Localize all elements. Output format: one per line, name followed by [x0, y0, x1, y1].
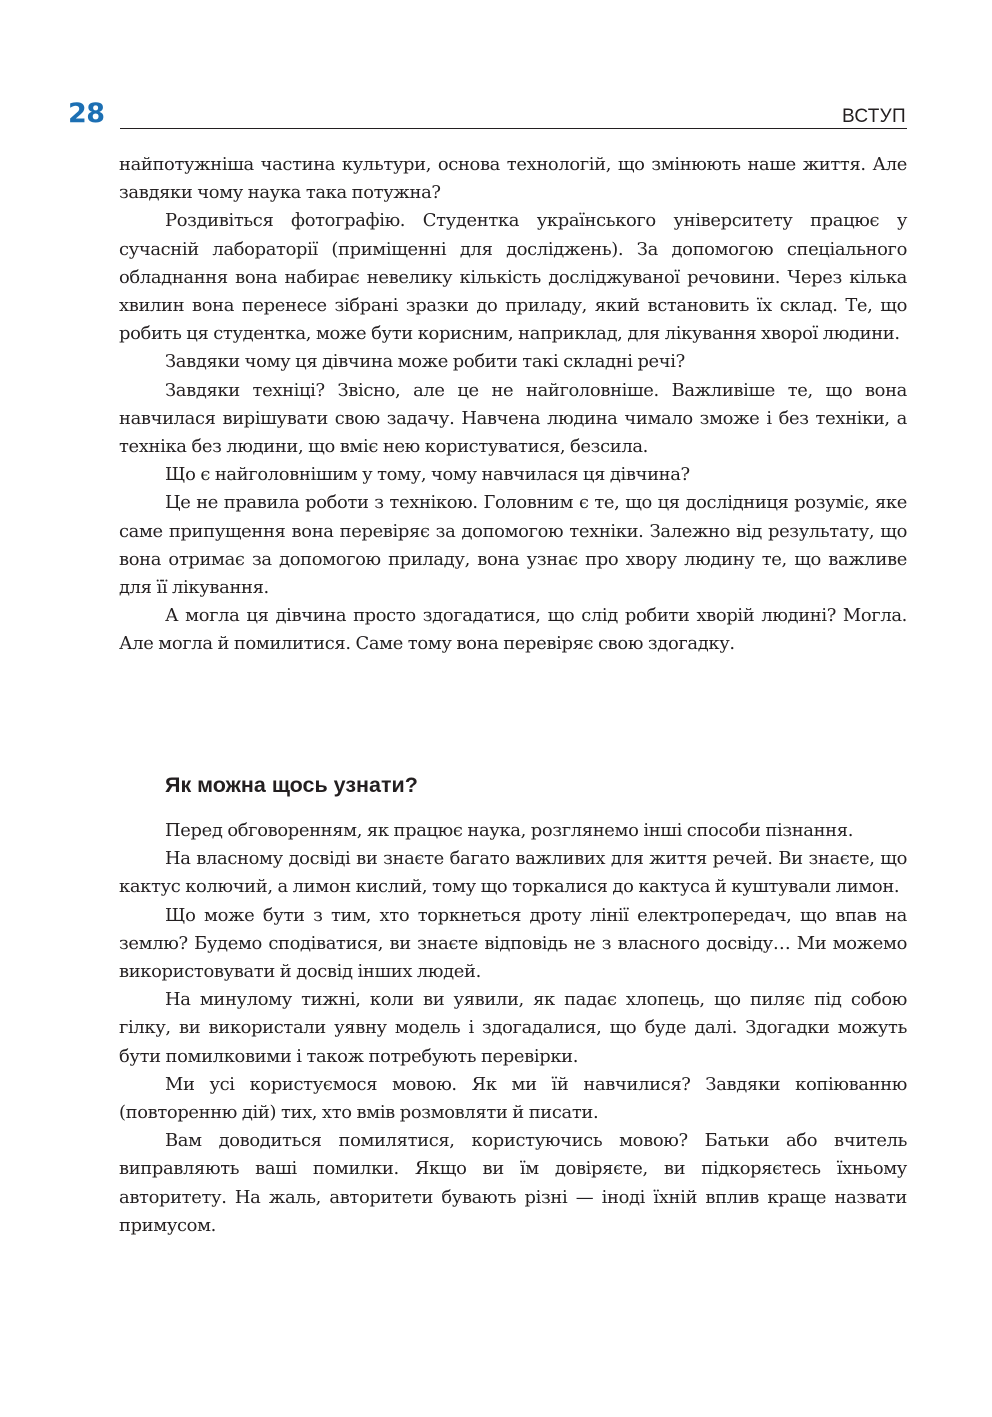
- paragraph: На власному досвіді ви знаєте багато важливих для життя речей. Ви знаєте, що кактус колючий, а лимон кислий, тому що торкалися до кактуса й куштували лимон.: [119, 848, 907, 898]
- paragraph: Роздивіться фотографію. Студентка українського університету працює у сучасній лабораторії (приміщенні для досліджень). За допомогою спеціального обладнання вона набирає невелику кількість досліджуваної речовини. Через кілька хвилин вона перенесе зібрані зразки до приладу, який встановить їх склад. Те, що робить ця студентка, може бути корисним, наприклад, для лікування хворої людини.: [119, 210, 907, 345]
- paragraph: Завдяки техніці? Звісно, але це не найголовніше. Важливіше те, що вона навчилася вирішувати свою задачу. Навчена людина чимало зможе і без техніки, а техніка без людини, що вміє нею користуватися, безсила.: [119, 379, 907, 458]
- paragraph: Вам доводиться помилятися, користуючись мовою? Батьки або вчитель виправляють ваші помилки. Якщо ви їм довіряєте, ви підкоряєтесь їхньому авторитету. На жаль, авторитети бувають різні — іноді їхній вплив краще назвати примусом.: [119, 1130, 907, 1236]
- paragraph: Завдяки чому ця дівчина може робити такі складні речі?: [165, 351, 685, 373]
- section-heading: Як можна щось узнати?: [165, 773, 418, 797]
- paragraph: Що є найголовнішим у тому, чому навчилася ця дівчина?: [165, 464, 690, 486]
- paragraph: А могла ця дівчина просто здогадатися, що слід робити хворій людині? Могла. Але могла й помилитися. Саме тому вона перевіряє свою здогадку.: [119, 605, 907, 655]
- paragraph: Перед обговоренням, як працює наука, розглянемо інші способи пізнання.: [165, 820, 854, 841]
- page-number: 28: [68, 98, 105, 129]
- paragraph: Це не правила роботи з технікою. Головним є те, що ця дослідниця розуміє, яке саме припущення вона перевіряє за допомогою техніки. Залежно від результату, що вона отримає за допомогою приладу, вона узнає про хвору людину те, що важливе для її лікування.: [119, 492, 907, 599]
- paragraph: найпотужніша частина культури, основа технологій, що змінюють наше життя. Але завдяки чому наука така потужна?: [119, 154, 907, 204]
- paragraph: Ми усі користуємося мовою. Як ми їй навчилися? Завдяки копіюванню (повторенню дій) тих, хто вмів розмовляти й писати.: [119, 1073, 907, 1124]
- body-text-bottom: [119, 817, 907, 1240]
- paragraph: На минулому тижні, коли ви уявили, як падає хлопець, що пиляє під собою гілку, ви використали уявну модель і здогадалися, що буде далі. Здогадки можуть бути помилковими і також потребують перевірки.: [119, 989, 907, 1067]
- section-title: ВСТУП: [842, 106, 906, 127]
- paragraph: Що може бути з тим, хто торкнеться дроту лінії електропередач, що впав на землю? Будемо сподіватися, ви знаєте відповідь не з власного досвіду… Ми можемо використовувати й досвід інших людей.: [119, 904, 907, 983]
- body-text-top: [119, 151, 907, 659]
- header-rule: [120, 128, 907, 129]
